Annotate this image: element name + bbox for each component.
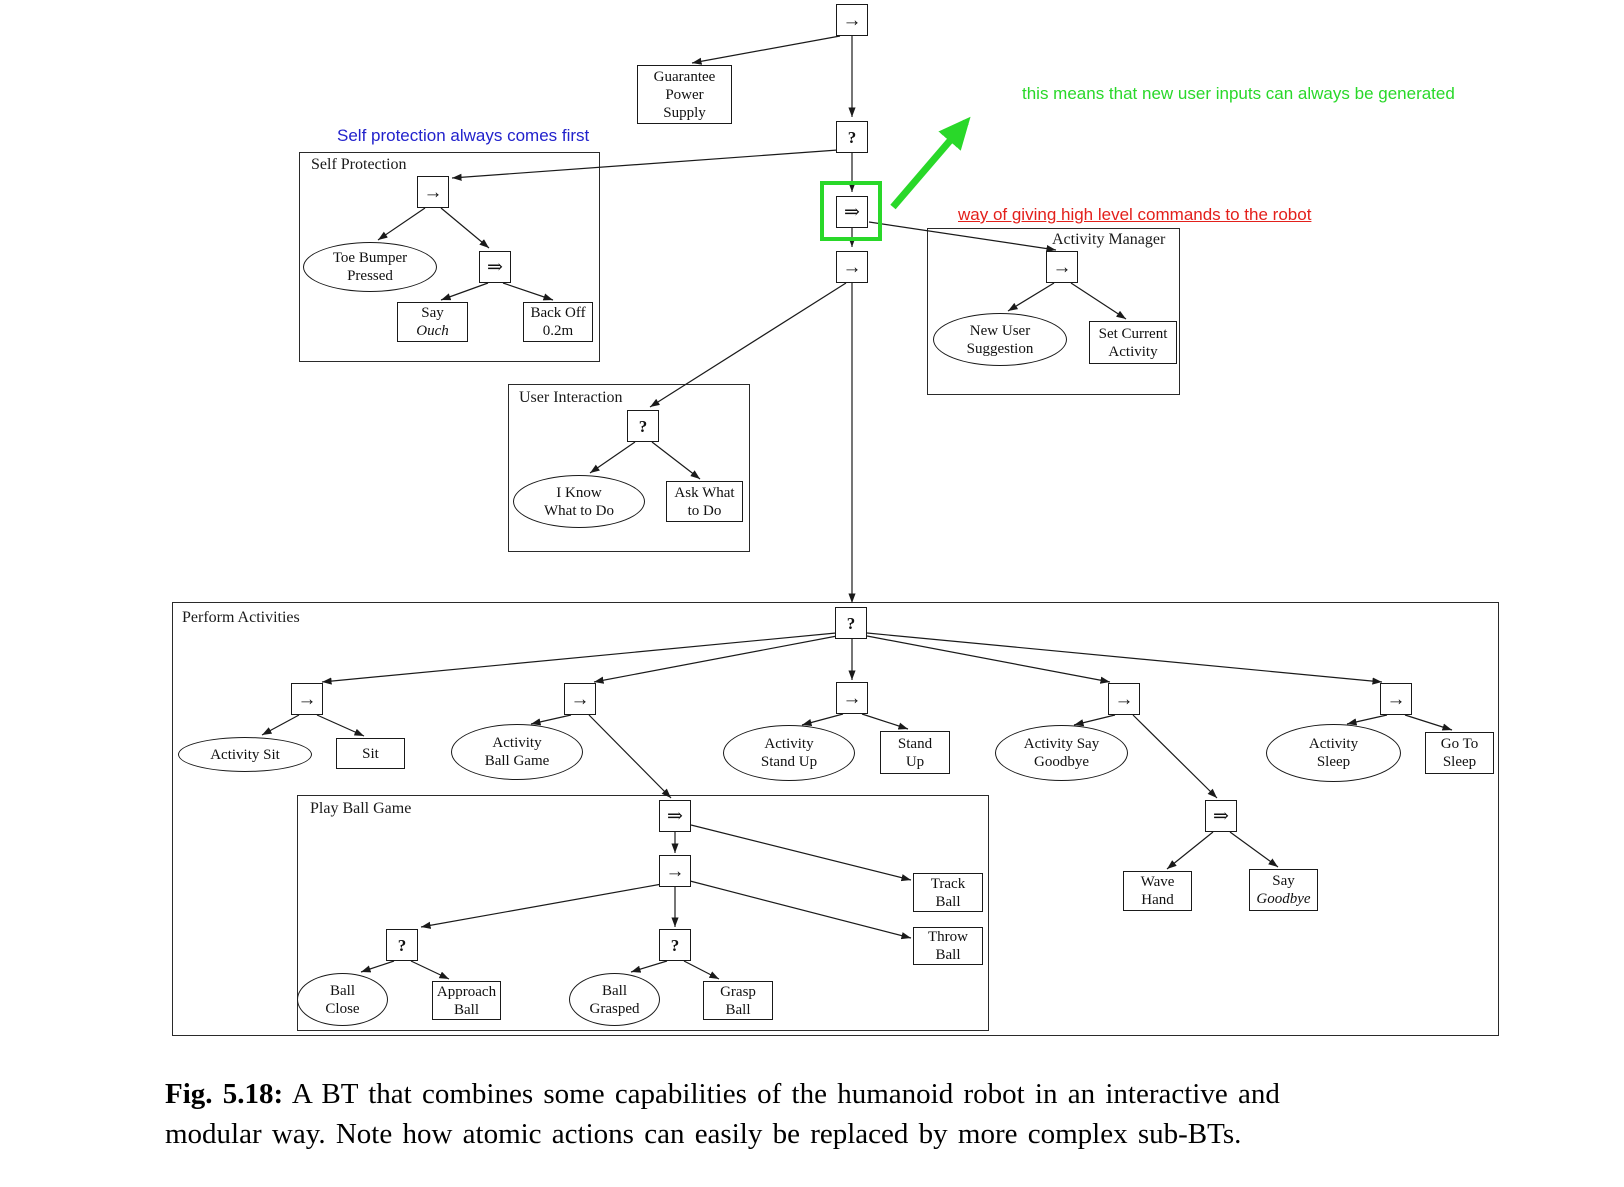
root-fallback-node (836, 121, 868, 153)
sequence-arrow-icon: → (842, 687, 862, 709)
sleep-sequence-node (1380, 683, 1412, 715)
user-interaction-group-label: User Interaction (519, 389, 623, 406)
perform-activities-fallback-node (835, 607, 867, 639)
throw-ball-action: Throw Ball (913, 927, 983, 965)
sit-action: Sit (336, 738, 405, 769)
self-protection-parallel-node (479, 251, 511, 283)
perform-activities-group-label: Perform Activities (182, 609, 300, 626)
figure-caption (165, 1074, 1465, 1154)
say-ouch-action: Say Ouch (397, 302, 468, 342)
self-protection-sequence-node (417, 176, 449, 208)
activity-sit-condition: Activity Sit (178, 737, 312, 772)
sequence-arrow-icon: → (1114, 688, 1134, 710)
guarantee-power-supply-action: Guarantee Power Supply (637, 65, 732, 124)
set-current-activity-action: Set Current Activity (1089, 321, 1177, 364)
user-interaction-fallback-node (627, 410, 659, 442)
green-annotation: this means that new user inputs can always be generated (1022, 84, 1455, 103)
toe-bumper-pressed-condition: Toe Bumper Pressed (303, 242, 437, 292)
sequence-arrow-icon: → (570, 688, 590, 710)
parallel-arrow-icon: ⇒ (487, 256, 503, 278)
say-goodbye-sequence-node (1108, 683, 1140, 715)
activity-say-goodbye-condition: Activity Say Goodbye (995, 725, 1128, 781)
say-goodbye-action: Say Goodbye (1249, 869, 1318, 911)
ball-grasped-condition: Ball Grasped (569, 973, 660, 1026)
caption-line-1: Fig. 5.18: A BT that combines some capabilities of the humanoid robot in an interactive and (165, 1078, 1280, 1110)
highlighted-parallel-node (836, 196, 868, 228)
play-ball-sequence-node (659, 855, 691, 887)
sequence-arrow-icon: → (1052, 256, 1072, 278)
green-callout-arrow (893, 122, 966, 207)
track-ball-action: Track Ball (913, 873, 983, 912)
fallback-question-icon: ? (846, 613, 856, 633)
mid-sequence-node (836, 251, 868, 283)
sequence-arrow-icon: → (297, 688, 317, 710)
i-know-what-to-do-condition: I Know What to Do (513, 475, 645, 528)
grasp-fallback-node (659, 929, 691, 961)
approach-fallback-node (386, 929, 418, 961)
stand-up-sequence-node (836, 682, 868, 714)
self-protection-group-label: Self Protection (311, 156, 407, 173)
parallel-arrow-icon: ⇒ (667, 805, 683, 827)
caption-figure-label: Fig. 5.18: (165, 1078, 284, 1110)
red-annotation: way of giving high level commands to the robot (958, 205, 1312, 224)
ball-game-sequence-node (564, 683, 596, 715)
sequence-arrow-icon: → (842, 256, 862, 278)
sit-sequence-node (291, 683, 323, 715)
play-ball-game-group-label: Play Ball Game (310, 800, 412, 817)
activity-sleep-condition: Activity Sleep (1266, 724, 1401, 782)
sequence-arrow-icon: → (665, 860, 685, 882)
fallback-question-icon: ? (397, 935, 407, 955)
activity-manager-group-label: Activity Manager (1052, 231, 1166, 248)
activity-manager-sequence-node (1046, 251, 1078, 283)
play-ball-parallel-node (659, 800, 691, 832)
grasp-ball-action: Grasp Ball (703, 981, 773, 1020)
caption-line-2: modular way. Note how atomic actions can easily be replaced by more complex sub-BTs. (165, 1118, 1242, 1150)
go-to-sleep-action: Go To Sleep (1425, 732, 1494, 774)
parallel-arrow-icon: ⇒ (1213, 805, 1229, 827)
fallback-question-icon: ? (670, 935, 680, 955)
ask-what-to-do-action: Ask What to Do (666, 481, 743, 522)
goodbye-parallel-node (1205, 800, 1237, 832)
wave-hand-action: Wave Hand (1123, 871, 1192, 911)
parallel-arrow-icon: ⇒ (844, 201, 860, 223)
sequence-arrow-icon: → (423, 181, 443, 203)
stand-up-action: Stand Up (880, 731, 950, 774)
root-sequence-node (836, 4, 868, 36)
fallback-question-icon: ? (847, 127, 857, 147)
fallback-question-icon: ? (638, 416, 648, 436)
blue-annotation: Self protection always comes first (337, 126, 590, 145)
ball-close-condition: Ball Close (297, 973, 388, 1026)
sequence-arrow-icon: → (1386, 688, 1406, 710)
activity-stand-up-condition: Activity Stand Up (723, 725, 855, 781)
sequence-arrow-icon: → (842, 9, 862, 31)
approach-ball-action: Approach Ball (432, 981, 501, 1020)
new-user-suggestion-condition: New User Suggestion (933, 313, 1067, 366)
activity-ball-game-condition: Activity Ball Game (451, 724, 583, 780)
back-off-action: Back Off 0.2m (523, 302, 593, 342)
